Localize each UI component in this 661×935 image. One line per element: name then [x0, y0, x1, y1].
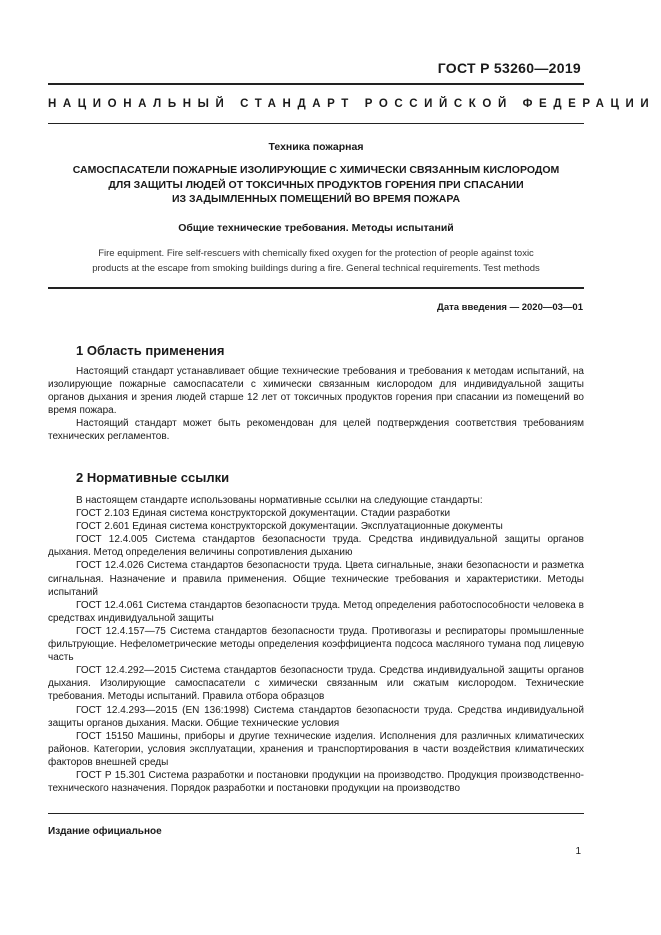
paragraph: Настоящий стандарт может быть рекомендован для целей подтверждения соответствия требованиям технических регламентов.	[48, 418, 584, 443]
introduction-date: Дата введения — 2020—03—01	[437, 302, 583, 313]
reference-item: ГОСТ 12.4.026 Система стандартов безопасности труда. Цвета сигнальные, знаки безопасности и разметка сигнальная. Назначение и правила применения. Общие технические требования и характеристики. Методы испытаний	[48, 560, 584, 598]
section-1-body	[48, 365, 584, 444]
standard-code: ГОСТ Р 53260—2019	[437, 60, 581, 76]
title-line: ИЗ ЗАДЫМЛЕННЫХ ПОМЕЩЕНИЙ ВО ВРЕМЯ ПОЖАРА	[171, 193, 461, 205]
reference-item: ГОСТ 12.4.157—75 Система стандартов безопасности труда. Противогазы и респираторы промышленные фильтрующие. Нефелометрические методы определения коэффициента подсоса масляного тумана под лицевую часть	[48, 625, 584, 664]
reference-item: ГОСТ 12.4.292—2015 Система стандартов безопасности труда. Средства индивидуальной защиты органов дыхания. Изолирующие самоспасатели с химически связанным или сжатым кислородом. Технические требования. Методы испытаний. Правила отбора образцов	[48, 665, 584, 703]
standard-subtitle: Общие технические требования. Методы испытаний	[178, 222, 454, 234]
section-2-body	[48, 494, 584, 795]
english-title-line: products at the escape from smoking buildings during a fire. General technical requirements. Test methods	[92, 262, 540, 274]
reference-item: ГОСТ 2.103 Единая система конструкторской документации. Стадии разработки	[76, 508, 451, 520]
reference-item: ГОСТ 12.4.061 Система стандартов безопасности труда. Метод определения работоспособности человека в средствах индивидуальной защиты	[48, 599, 584, 624]
edition-label: Издание официальное	[48, 826, 162, 837]
title-bottom-rule	[48, 287, 584, 289]
title-line: ДЛЯ ЗАЩИТЫ ЛЮДЕЙ ОТ ТОКСИЧНЫХ ПРОДУКТОВ ГОРЕНИЯ ПРИ СПАСАНИИ	[108, 178, 524, 191]
paragraph: В настоящем стандарте использованы нормативные ссылки на следующие стандарты:	[76, 495, 483, 506]
section-2-heading: 2 Нормативные ссылки	[76, 470, 230, 485]
national-standard-label: НАЦИОНАЛЬНЫЙ СТАНДАРТ РОССИЙСКОЙ ФЕДЕРАЦИИ	[48, 98, 656, 110]
header-rule	[48, 83, 584, 85]
reference-item: ГОСТ 15150 Машины, приборы и другие технические изделия. Исполнения для различных климатических районов. Категории, условия эксплуатации, хранения и транспортирования в части воздействия климатических факторов внешней среды	[48, 730, 584, 768]
english-title	[48, 247, 584, 276]
footer-rule	[48, 813, 584, 814]
reference-item: ГОСТ 2.601 Единая система конструкторской документации. Эксплуатационные документы	[76, 521, 503, 533]
title-line: САМОСПАСАТЕЛИ ПОЖАРНЫЕ ИЗОЛИРУЮЩИЕ С ХИМИЧЕСКИ СВЯЗАННЫМ КИСЛОРОДОМ	[72, 164, 560, 176]
reference-item: ГОСТ 12.4.293—2015 (EN 136:1998) Система стандартов безопасности труда. Средства индивидуальной защиты органов дыхания. Маски. Общие технические условия	[48, 704, 584, 729]
page-number: 1	[575, 846, 581, 857]
english-title-line: Fire equipment. Fire self-rescuers with chemically fixed oxygen for the protection of people against toxic	[98, 248, 534, 259]
standard-title	[48, 163, 584, 207]
title-top-rule	[48, 123, 584, 124]
reference-item: ГОСТ 12.4.005 Система стандартов безопасности труда. Средства индивидуальной защиты органов дыхания. Метод определения величины сопротивления дыханию	[48, 534, 584, 559]
paragraph: Настоящий стандарт устанавливает общие технические требования и требования к методам испытаний, на изолирующие пожарные самоспасатели с химически связанным кислородом для индивидуальной защиты органов дыхания и зрения людей старше 12 лет от токсичных продуктов горения при спасании из помещений во время пожара.	[48, 366, 584, 417]
standard-category: Техника пожарная	[268, 141, 364, 153]
section-1-heading: 1 Область применения	[76, 343, 225, 358]
reference-item: ГОСТ Р 15.301 Система разработки и постановки продукции на производство. Продукция производственно-технического назначения. Порядок разработки и постановки продукции на производство	[48, 769, 584, 795]
